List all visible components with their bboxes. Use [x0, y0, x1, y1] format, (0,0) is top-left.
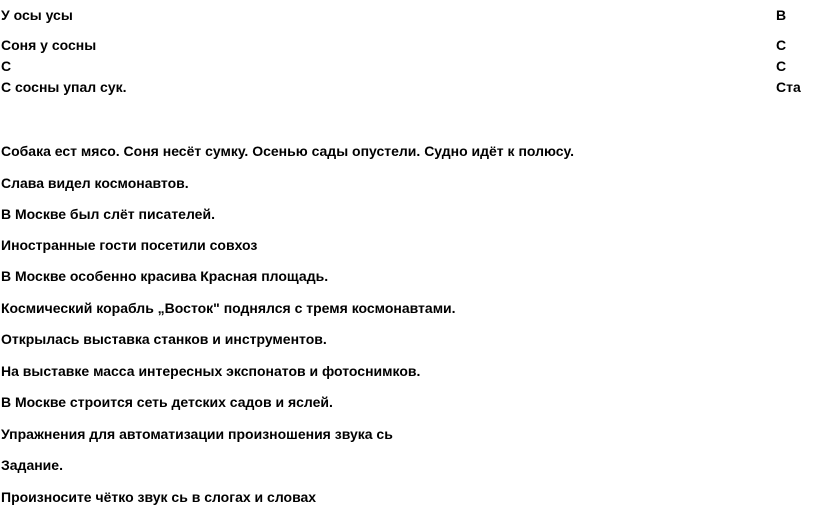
sentence-line-10: Упражнения для автоматизации произношения звука сь: [1, 426, 393, 442]
sentence-line-11: Задание.: [1, 457, 63, 473]
row-4-left: С сосны упал сук.: [1, 79, 127, 95]
sentence-line-5: В Москве особенно красива Красная площадь.: [1, 268, 329, 284]
header-row-1-left: У осы усы: [1, 7, 73, 23]
sentence-line-6: Космический корабль „Восток" поднялся с тремя космонавтами.: [1, 300, 456, 316]
sentence-line-8: На выставке масса интересных экспонатов и фотоснимков.: [1, 363, 421, 379]
sentence-line-2: Слава видел космонавтов.: [1, 175, 189, 191]
header-row-3-right: С: [776, 58, 787, 74]
header-row-1: [0, 7, 816, 23]
sentence-line-7: Открылась выставка станков и инструментов.: [1, 331, 327, 347]
header-row-3-left: С: [1, 58, 12, 74]
sentence-line-1: Собака ест мясо. Соня несёт сумку. Осенью сады опустели. Судно идёт к полюсу.: [1, 143, 575, 159]
sentence-line-12: Произносите чётко звук сь в слогах и словах: [1, 489, 317, 505]
sentence-line-3: В Москве был слёт писателей.: [1, 206, 215, 222]
header-row-3: [0, 58, 816, 74]
header-row-2-right: С: [776, 37, 787, 53]
header-row-2: [0, 37, 816, 53]
header-row-2-left: Соня у сосны: [1, 37, 97, 53]
row-4-right: Ста: [776, 79, 801, 95]
header-row-1-right: В: [776, 7, 787, 23]
sentence-line-4: Иностранные гости посетили совхоз: [1, 237, 258, 253]
sentence-line-9: В Москве строится сеть детских садов и яслей.: [1, 394, 333, 410]
